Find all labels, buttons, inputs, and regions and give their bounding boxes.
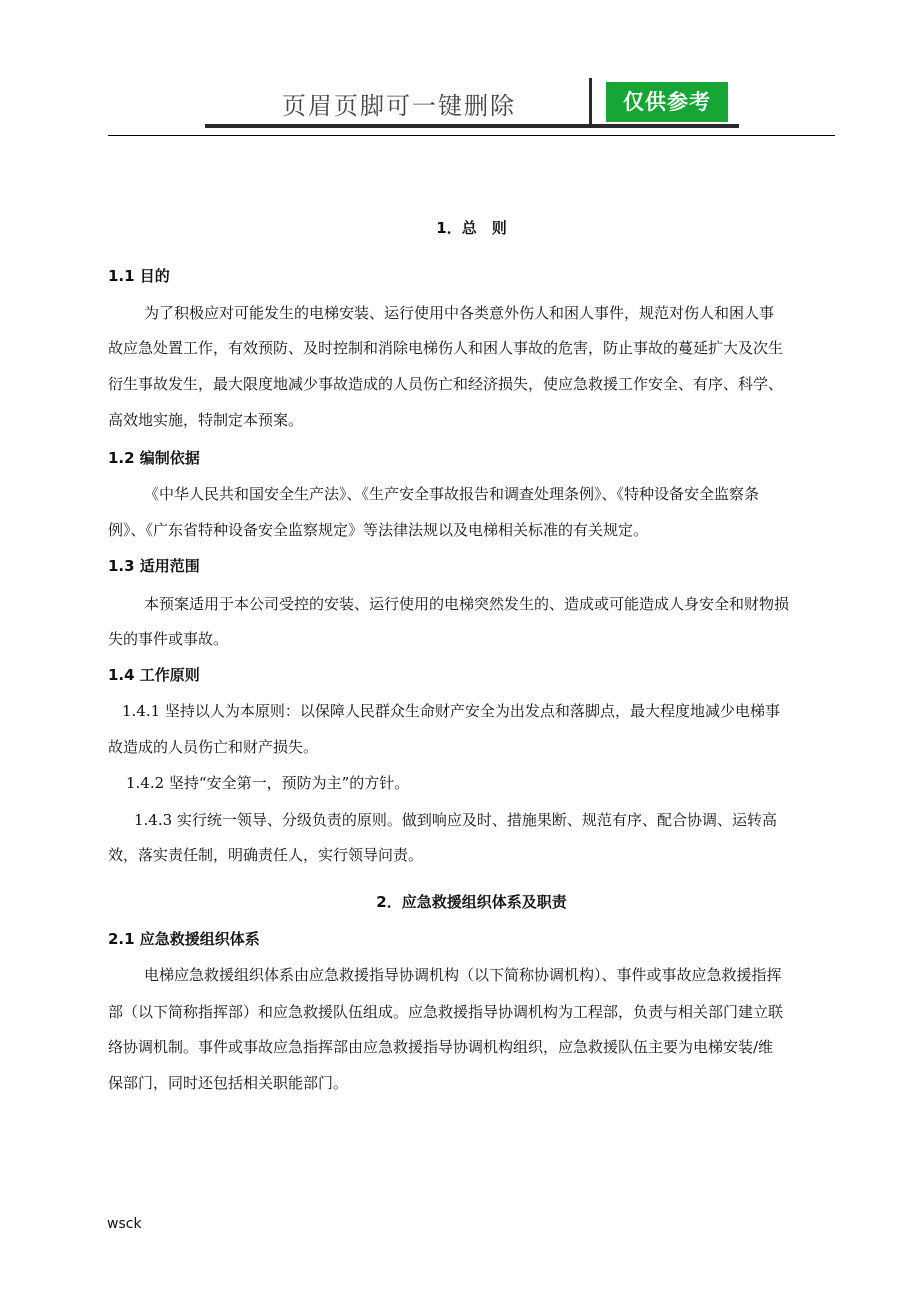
paragraph-line: 例》、《广东省特种设备安全监察规定》等法律法规以及电梯相关标准的有关规定。 [108,521,649,539]
paragraph-line: 电梯应急救援组织体系由应急救援指导协调机构（以下简称协调机构）、事件或事故应急救援指挥 [144,966,782,984]
section-1-3-heading: 1.3 适用范围 [108,557,200,575]
header-title: 页眉页脚可一键删除 [282,92,516,120]
paragraph-line: 络协调机制。事件或事故应急指挥部由应急救援指导协调机构组织，应急救援队伍主要为电梯安装/维 [108,1038,774,1056]
header-rule [108,135,835,136]
paragraph-line: 高效地实施，特制定本预案。 [108,411,304,429]
paragraph-line: 保部门，同时还包括相关职能部门。 [108,1074,349,1092]
section-2-1-heading: 2.1 应急救援组织体系 [108,930,260,948]
paragraph-line: 效，落实责任制，明确责任人，实行领导问责。 [108,846,424,864]
section-1-4-heading: 1.4 工作原则 [108,666,200,684]
header-underline [205,124,739,128]
reference-badge: 仅供参考 [606,82,728,122]
section-1-1-heading: 1.1 目的 [108,267,170,285]
paragraph-line: 为了积极应对可能发生的电梯安装、运行使用中各类意外伤人和困人事件，规范对伤人和困人事 [144,304,775,322]
paragraph-line: 本预案适用于本公司受控的安装、运行使用的电梯突然发生的、造成或可能造成人身安全和财物损 [144,595,790,613]
paragraph-line: 失的事件或事故。 [108,630,229,648]
paragraph-line: 故造成的人员伤亡和财产损失。 [108,738,319,756]
paragraph-line: 1.4.3 实行统一领导、分级负责的原则。做到响应及时、措施果断、规范有序、配合协调、运转高 [134,811,777,829]
paragraph-line: 1.4.2 坚持“安全第一，预防为主”的方针。 [126,774,410,792]
section-1-2-heading: 1.2 编制依据 [108,449,200,467]
paragraph-line: 部（以下简称指挥部）和应急救援队伍组成。应急救援指导协调机构为工程部，负责与相关部门建立联 [108,1003,784,1021]
paragraph-line: 故应急处置工作，有效预防、及时控制和消除电梯伤人和困人事故的危害，防止事故的蔓延扩大及次生 [108,339,784,357]
paragraph-line: 衍生事故发生，最大限度地减少事故造成的人员伤亡和经济损失，使应急救援工作安全、有序、科学、 [108,375,784,393]
header-separator [589,78,592,126]
paragraph-line: 1.4.1 坚持以人为本原则：以保障人民群众生命财产安全为出发点和落脚点，最大程度地减少电梯事 [122,702,780,720]
chapter-1-title: 1．总 则 [436,219,507,237]
chapter-2-title: 2．应急救援组织体系及职责 [376,893,567,911]
paragraph-line: 《中华人民共和国安全生产法》、《生产安全事故报告和调查处理条例》、《特种设备安全监察条 [144,485,760,503]
footer-text: wsck [107,1216,142,1232]
